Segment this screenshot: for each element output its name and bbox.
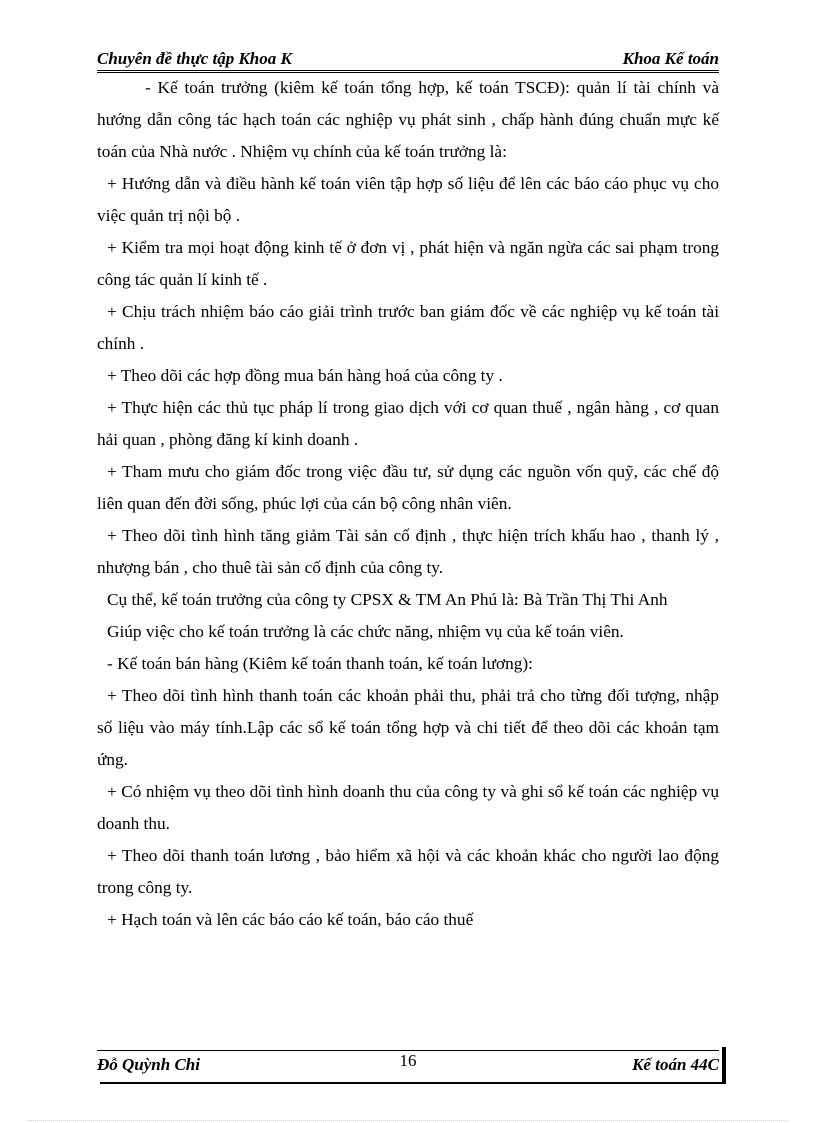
paragraph-assistant: Giúp việc cho kế toán trưởng là các chức năng, nhiệm vụ của kế toán viên. bbox=[107, 622, 624, 641]
paragraph-chief-accountant: - Kế toán trưởng (kiêm kế toán tổng hợp, kế toán TSCĐ): quản lí tài chính và hướng dẫn công tác hạch toán các nghiệp vụ phát sinh , chấp hành đúng chuẩn mực kế toán của Nhà nước . Nhiệm vụ chính của kế toán trưởng là: bbox=[97, 78, 719, 161]
list-item: + Theo dõi tình hình thanh toán các khoản phải thu, phải trả cho từng đối tượng, nhập số liệu vào máy tính.Lập các sổ kế toán tổng hợp và chi tiết để theo dõi các khoản tạm ứng. bbox=[97, 686, 719, 769]
list-item: + Tham mưu cho giám đốc trong việc đầu tư, sử dụng các nguồn vốn quỹ, các chế độ liên quan đến đời sống, phúc lợi của cán bộ công nhân viên. bbox=[97, 462, 719, 513]
list-item: + Có nhiệm vụ theo dõi tình hình doanh thu của công ty và ghi sổ kế toán các nghiệp vụ doanh thu. bbox=[97, 782, 719, 833]
document-body bbox=[97, 72, 719, 936]
footer-shadow-right bbox=[722, 1047, 726, 1083]
list-item: + Hạch toán và lên các báo cáo kế toán, báo cáo thuế bbox=[107, 910, 474, 929]
list-item: + Kiểm tra mọi hoạt động kinh tế ở đơn vị , phát hiện và ngăn ngừa các sai phạm trong công tác quản lí kinh tế . bbox=[97, 238, 719, 289]
page-number: 16 bbox=[399, 1051, 417, 1070]
page-edge-divider bbox=[28, 1120, 788, 1121]
footer-class: Kế toán 44C bbox=[632, 1055, 719, 1074]
paragraph-chief-name: Cụ thể, kế toán trưởng của công ty CPSX & TM An Phú là: Bà Trần Thị Thi Anh bbox=[107, 590, 668, 609]
header-right-title: Khoa Kế toán bbox=[622, 49, 719, 68]
list-item: + Thực hiện các thủ tục pháp lí trong giao dịch với cơ quan thuế , ngân hàng , cơ quan hải quan , phòng đăng kí kinh doanh . bbox=[97, 398, 719, 449]
page-header bbox=[97, 48, 719, 73]
footer-author: Đỗ Quỳnh Chi bbox=[97, 1055, 200, 1074]
list-item: + Hướng dẫn và điều hành kế toán viên tập hợp số liệu để lên các báo cáo phục vụ cho việc quản trị nội bộ . bbox=[97, 174, 719, 225]
header-left-title: Chuyên đề thực tập Khoa K bbox=[97, 49, 292, 68]
footer-shadow-bottom bbox=[100, 1082, 726, 1084]
paragraph-sales-accountant: - Kế toán bán hàng (Kiêm kế toán thanh toán, kế toán lương): bbox=[107, 654, 533, 673]
list-item: + Theo dõi tình hình tăng giảm Tài sản cố định , thực hiện trích khấu hao , thanh lý , nhượng bán , cho thuê tài sản cố định của công ty. bbox=[97, 526, 719, 577]
list-item: + Theo dõi các hợp đồng mua bán hàng hoá của công ty . bbox=[107, 366, 503, 385]
list-item: + Theo dõi thanh toán lương , bảo hiểm xã hội và các khoản khác cho người lao động trong công ty. bbox=[97, 846, 719, 897]
page-footer bbox=[97, 1050, 719, 1077]
list-item: + Chịu trách nhiệm báo cáo giải trình trước ban giám đốc về các nghiệp vụ kế toán tài chính . bbox=[97, 302, 719, 353]
